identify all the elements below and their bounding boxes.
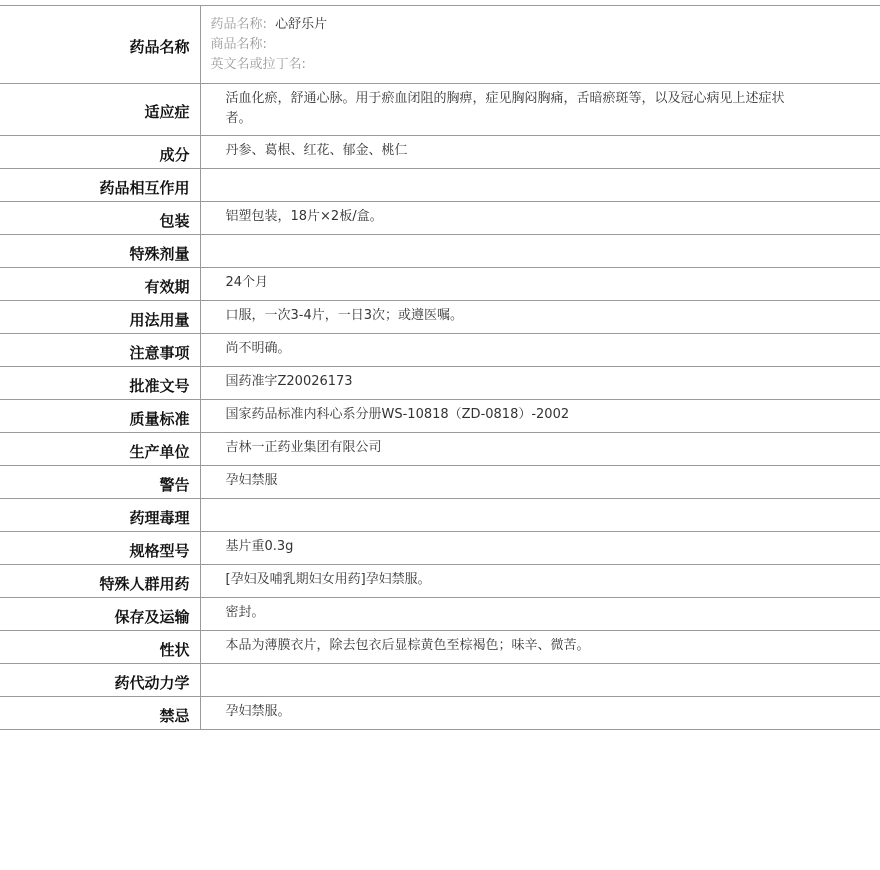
row-label-text: 药代动力学: [114, 673, 190, 692]
row-label: [0, 664, 200, 697]
table-row: [0, 202, 880, 235]
row-value: [200, 235, 880, 268]
english-name-key: 英文名或拉丁名:: [210, 56, 306, 72]
row-value-text: 吉林一正药业集团有限公司: [225, 440, 382, 455]
table-row: [0, 664, 880, 697]
row-label-text: 规格型号: [129, 541, 190, 560]
row-value-text: 活血化瘀，舒通心脉。用于瘀血闭阻的胸痹，症见胸闷胸痛，舌暗瘀斑等，以及冠心病见上述症状者。: [225, 90, 785, 126]
row-label-text: 特殊剂量: [129, 244, 190, 263]
row-label-text: 质量标准: [129, 409, 190, 428]
row-label: [0, 499, 200, 532]
english-name-line: [211, 55, 880, 75]
row-value: [200, 499, 880, 532]
table-row: [0, 532, 880, 565]
row-label: [0, 367, 200, 400]
table-row: [0, 268, 880, 301]
row-label: [0, 84, 200, 136]
row-label: [0, 466, 200, 499]
table-row: [0, 631, 880, 664]
table-row: [0, 565, 880, 598]
row-value-text: 丹参、葛根、红花、郁金、桃仁: [225, 143, 408, 158]
row-value: [200, 664, 880, 697]
table-row: [0, 235, 880, 268]
row-label: [0, 532, 200, 565]
row-value-text: 本品为薄膜衣片，除去包衣后显棕黄色至棕褐色；味辛、微苦。: [225, 638, 590, 653]
table-row: [0, 697, 880, 730]
table-row-indications: [0, 84, 880, 136]
table-row: [0, 334, 880, 367]
row-value: [200, 301, 880, 334]
row-label: [0, 598, 200, 631]
table-row: [0, 466, 880, 499]
row-label-text: 保存及运输: [114, 607, 190, 626]
row-value: [200, 169, 880, 202]
row-label: [0, 202, 200, 235]
row-value: [200, 565, 880, 598]
table-row: [0, 367, 880, 400]
row-label-text: 批准文号: [129, 376, 190, 395]
row-value-text: 密封。: [225, 605, 265, 620]
row-label-text: 警告: [159, 475, 190, 494]
table-row: [0, 400, 880, 433]
row-label: [0, 169, 200, 202]
row-value: [200, 433, 880, 466]
row-label: [0, 400, 200, 433]
row-label: [0, 6, 200, 84]
row-value-text: 尚不明确。: [225, 341, 291, 356]
generic-name-value: 心舒乐片: [275, 16, 328, 32]
row-value: [200, 367, 880, 400]
row-label-text: 注意事项: [129, 343, 190, 362]
drug-spec-table: [0, 5, 880, 730]
row-label: [0, 268, 200, 301]
row-value-text: 铝塑包装，18片×2板/盒。: [225, 209, 383, 224]
generic-name-key: 药品名称:: [210, 16, 267, 32]
row-value-text: 国药准字Z20026173: [225, 374, 353, 389]
row-value: [200, 202, 880, 235]
row-value: [200, 532, 880, 565]
row-label-text: 禁忌: [159, 706, 190, 725]
trade-name-line: [211, 35, 880, 55]
table-row: [0, 433, 880, 466]
row-value: [200, 268, 880, 301]
row-label-text: 药品名称: [129, 38, 190, 56]
row-label: [0, 433, 200, 466]
row-label: [0, 301, 200, 334]
row-label: [0, 235, 200, 268]
row-label-text: 药理毒理: [129, 508, 190, 527]
row-label-text: 成分: [159, 145, 190, 164]
generic-name-line: [211, 15, 880, 35]
row-value-text: 口服，一次3-4片，一日3次；或遵医嘱。: [225, 308, 464, 323]
row-label-text: 适应症: [144, 103, 190, 121]
row-value-text: 孕妇禁服。: [225, 704, 291, 719]
row-label-text: 药品相互作用: [99, 178, 190, 197]
row-label-text: 包装: [159, 211, 190, 230]
row-label-text: 有效期: [144, 277, 190, 296]
row-label: [0, 136, 200, 169]
row-value-text: 基片重0.3g: [225, 539, 294, 554]
trade-name-key: 商品名称:: [210, 36, 267, 52]
row-value: [200, 598, 880, 631]
row-label-text: 用法用量: [129, 310, 190, 329]
row-value-text: 孕妇禁服: [225, 473, 278, 488]
table-row: [0, 169, 880, 202]
row-value: [200, 400, 880, 433]
table-row-drug-name: [0, 6, 880, 84]
row-label-text: 性状: [159, 640, 190, 659]
row-value: [200, 136, 880, 169]
row-label: [0, 631, 200, 664]
row-label: [0, 565, 200, 598]
row-value-text: 国家药品标准内科心系分册WS-10818（ZD-0818）-2002: [225, 407, 570, 422]
row-value-text: 24个月: [225, 275, 269, 290]
row-value: [200, 697, 880, 730]
row-label: [0, 697, 200, 730]
table-row: [0, 136, 880, 169]
row-value: [200, 631, 880, 664]
row-label-text: 生产单位: [129, 442, 190, 461]
row-value: [200, 334, 880, 367]
row-label-text: 特殊人群用药: [99, 574, 190, 593]
row-value: [200, 466, 880, 499]
row-value-text: [孕妇及哺乳期妇女用药]孕妇禁服。: [225, 572, 431, 587]
table-row: [0, 598, 880, 631]
row-label: [0, 334, 200, 367]
drug-names-cell: [200, 6, 880, 84]
table-row: [0, 301, 880, 334]
table-row: [0, 499, 880, 532]
row-value: [200, 84, 880, 136]
